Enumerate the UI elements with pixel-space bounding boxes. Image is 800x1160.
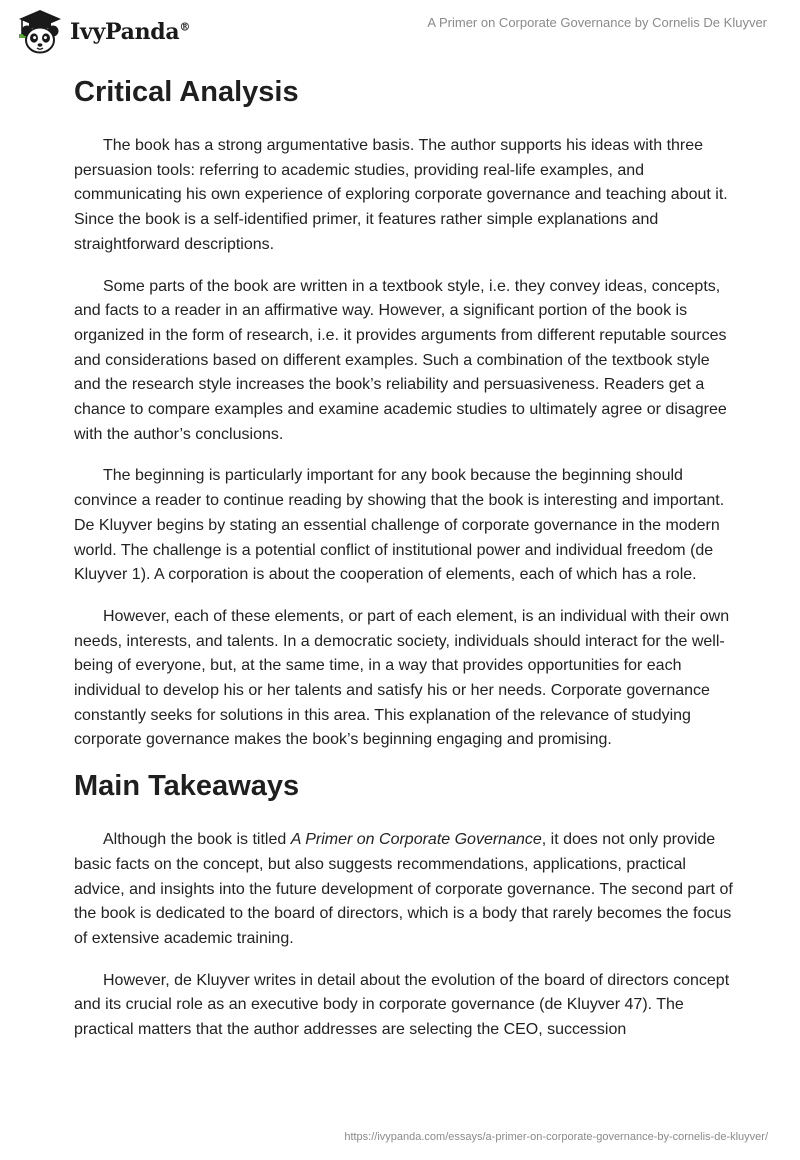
brand-name: IvyPanda®	[70, 19, 191, 45]
paragraph: However, each of these elements, or part of each element, is an individual with their own needs, interests, and talents. In a democratic society, individuals should interact for the well-being of everyone, but, at the same time, in a way that provides opportunities for each individual to develop his or her talents and satisfy his or her needs. Corporate governance constantly seeks for solutions in this area. This explanation of the relevance of studying corporate governance makes the book’s beginning engaging and promising.	[74, 607, 730, 749]
paragraph: The beginning is particularly important for any book because the beginning should convince a reader to continue reading by showing that the book is interesting and important. De Kluyver begins by stating an essential challenge of corporate governance in the modern world. The challenge is a potential conflict of institutional power and individual freedom (de Kluyver 1). A corporation is about the cooperation of elements, each of which has a role.	[74, 467, 725, 584]
section-heading-main-takeaways: Main Takeaways	[74, 770, 300, 803]
panda-graduate-icon	[14, 8, 66, 56]
book-title: A Primer on Corporate Governance	[290, 831, 542, 849]
paragraph: Some parts of the book are written in a textbook style, i.e. they convey ideas, concepts, and facts to a reader in an affirmative way. However, a significant portion of the book is organized in the form of research, i.e. it provides arguments from different reputable sources and considerations based on different examples. Such a combination of the textbook style and the research style increases the book’s reliability and persuasiveness. Readers get a chance to compare examples and examine academic studies to ultimately agree or disagree with the author’s conclusions.	[74, 277, 727, 443]
ivypanda-logo[interactable]	[14, 8, 204, 56]
paragraph-text: Although the book is titled	[103, 831, 291, 849]
page-header	[0, 0, 800, 64]
source-url[interactable]: https://ivypanda.com/essays/a-primer-on-corporate-governance-by-cornelis-de-kluyver/	[344, 1131, 768, 1143]
paragraph: The book has a strong argumentative basis. The author supports his ideas with three persuasion tools: referring to academic studies, providing real-life examples, and communicating his own experience of exploring corporate governance and teaching about it. Since the book is a self-identified primer, it features rather simple explanations and straightforward descriptions.	[74, 137, 728, 253]
essay-content	[74, 70, 734, 1043]
section-heading-critical-analysis: Critical Analysis	[74, 76, 299, 108]
document-title: A Primer on Corporate Governance by Cornelis De Kluyver	[427, 15, 767, 30]
paragraph: However, de Kluyver writes in detail about the evolution of the board of directors concept and its crucial role as an executive body in corporate governance (de Kluyver 47). The practical matters that the author addresses are selecting the CEO, succession	[74, 971, 730, 1039]
paragraph	[74, 828, 734, 952]
paragraph-text: , it does not only provide basic facts on the concept, but also suggests recommendations, applications, practical advice, and insights into the future development of corporate governance. The second part of the book is dedicated to the board of directors, which is a body that rarely becomes the focus of extensive academic training.	[74, 831, 733, 947]
